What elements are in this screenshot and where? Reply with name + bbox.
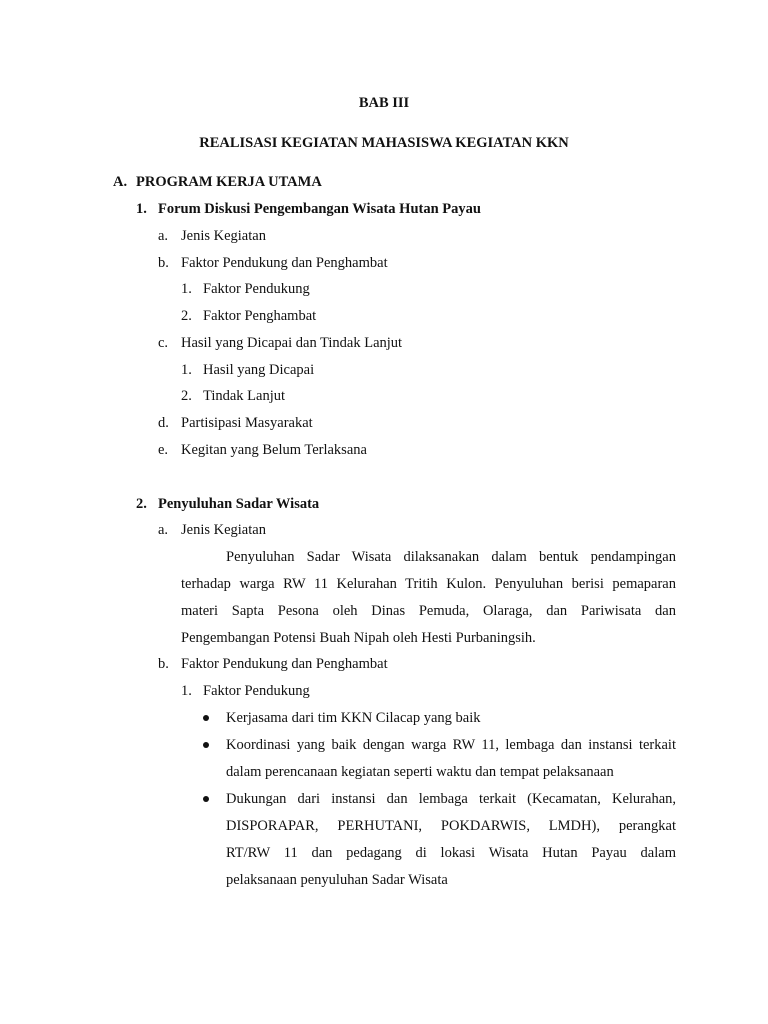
section-a-marker: A. (113, 174, 128, 190)
list-marker: b. (158, 255, 169, 271)
list-item: Jenis Kegiatan (181, 522, 266, 538)
list-item: Kegitan yang Belum Terlaksana (181, 442, 367, 458)
list-item: Faktor Pendukung dan Penghambat (181, 255, 388, 271)
list-marker: a. (158, 228, 169, 244)
bullet-icon (203, 742, 209, 748)
list-marker: 2. (181, 388, 192, 404)
program-1-marker: 1. (136, 201, 147, 217)
list-marker: e. (158, 442, 169, 458)
list-marker: 1. (181, 281, 192, 297)
paragraph-line: Pengembangan Potensi Buah Nipah oleh Hesti Purbaningsih. (181, 630, 536, 646)
section-a-title: PROGRAM KERJA UTAMA (136, 174, 322, 190)
list-item: Faktor Pendukung dan Penghambat (181, 656, 388, 672)
paragraph-line: Penyuluhan Sadar Wisata dilaksanakan dalam bentuk pendampingan (226, 549, 676, 565)
bullet-line: pelaksanaan penyuluhan Sadar Wisata (226, 872, 448, 888)
list-marker: 1. (181, 683, 192, 699)
list-item: Jenis Kegiatan (181, 228, 266, 244)
bullet-line: Dukungan dari instansi dan lembaga terkait (Kecamatan, Kelurahan, (226, 791, 676, 807)
bullet-line: RT/RW 11 dan pedagang di lokasi Wisata Hutan Payau dalam (226, 845, 676, 861)
paragraph-line: terhadap warga RW 11 Kelurahan Tritih Kulon. Penyuluhan berisi pemaparan (181, 576, 676, 592)
list-item: Tindak Lanjut (203, 388, 286, 404)
list-marker: 1. (181, 362, 192, 378)
bullet-icon (203, 715, 209, 721)
list-item: Faktor Penghambat (203, 308, 317, 324)
list-item: Hasil yang Dicapai (203, 362, 315, 378)
bullet-line: dalam perencanaan kegiatan seperti waktu dan tempat pelaksanaan (226, 764, 614, 780)
list-item: Faktor Pendukung (203, 683, 310, 699)
list-item: Hasil yang Dicapai dan Tindak Lanjut (181, 335, 403, 351)
bullet-line: Koordinasi yang baik dengan warga RW 11, lembaga dan instansi terkait (226, 737, 676, 753)
program-2-title: Penyuluhan Sadar Wisata (158, 496, 320, 512)
list-item: Partisipasi Masyarakat (181, 415, 313, 431)
list-item: Faktor Pendukung (203, 281, 310, 297)
chapter-subtitle: REALISASI KEGIATAN MAHASISWA KEGIATAN KKN (199, 135, 569, 151)
chapter-title: BAB III (358, 95, 410, 111)
list-marker: b. (158, 656, 169, 672)
list-marker: d. (158, 415, 169, 431)
bullet-line: DISPORAPAR, PERHUTANI, POKDARWIS, LMDH), perangkat (226, 818, 676, 834)
list-marker: 2. (181, 308, 192, 324)
bullet-icon (203, 796, 209, 802)
list-marker: a. (158, 522, 169, 538)
program-1-title: Forum Diskusi Pengembangan Wisata Hutan Payau (158, 201, 481, 217)
bullet-line: Kerjasama dari tim KKN Cilacap yang baik (226, 710, 481, 726)
list-marker: c. (158, 335, 169, 351)
paragraph-line: materi Sapta Pesona oleh Dinas Pemuda, Olaraga, dan Pariwisata dan (181, 603, 676, 619)
program-2-marker: 2. (136, 496, 147, 512)
